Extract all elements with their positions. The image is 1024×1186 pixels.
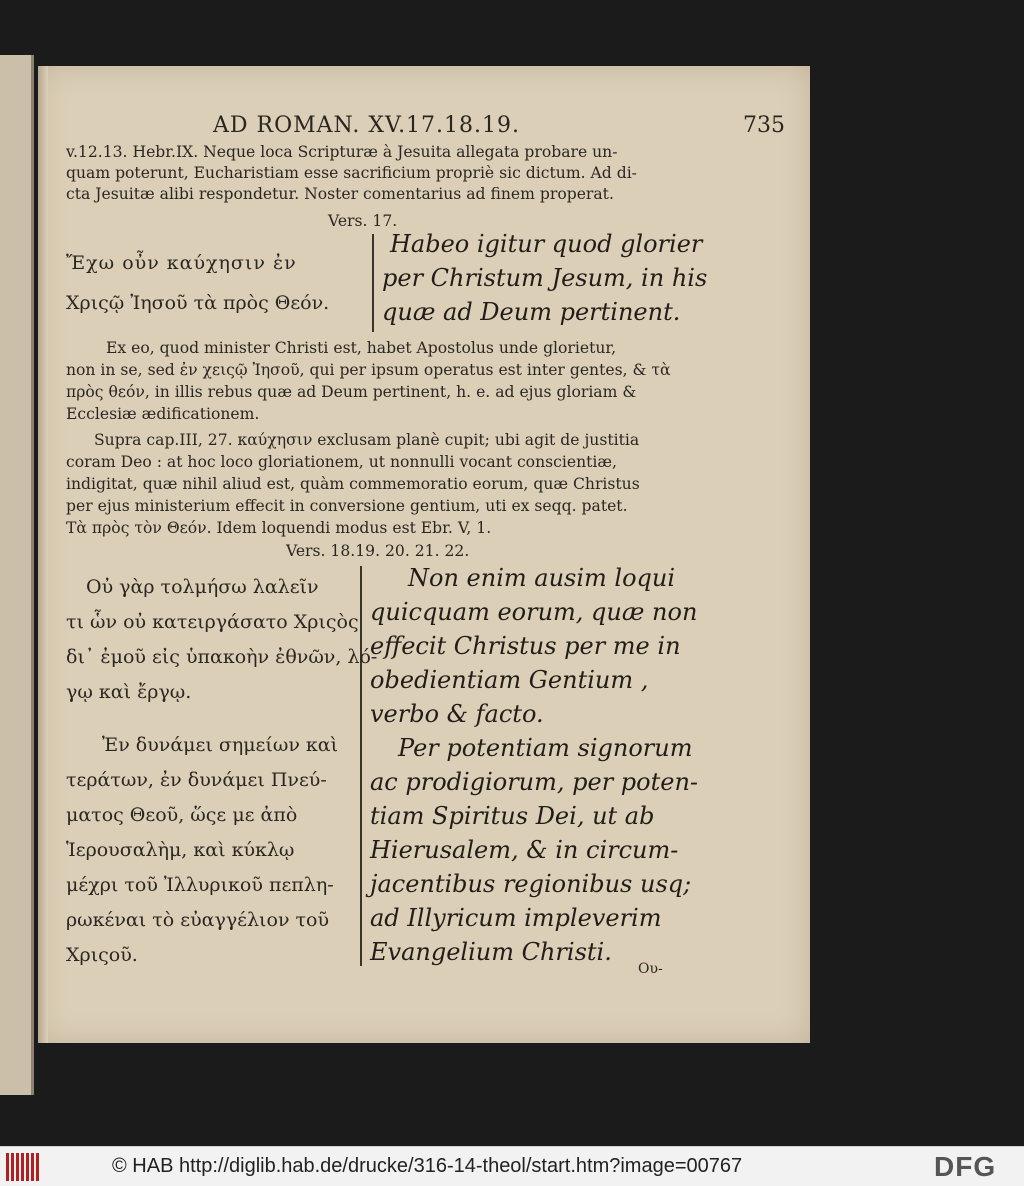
latin-line: Habeo igitur quod glorier: [390, 230, 703, 258]
greek-line: Ἱερουσαλὴμ, καὶ κύκλῳ: [66, 839, 295, 861]
greek-line: Χριςῷ Ἰησοῦ τὰ πρὸς Θεόν.: [66, 292, 330, 314]
column-divider: [372, 234, 374, 332]
greek-line: τεράτων, ἐν δυνάμει Πνεύ-: [66, 769, 327, 791]
latin-line: tiam Spiritus Dei, ut ab: [370, 802, 655, 830]
latin-line: ad Illyricum impleverim: [370, 904, 662, 932]
latin-line: Per potentiam signorum: [398, 734, 693, 762]
text-line: non in se, sed ἐν χειςῷ Ἰησοῦ, qui per ipsum operatus est inter gentes, & τὰ: [66, 361, 671, 379]
text-line: Ecclesiæ ædificationem.: [66, 405, 260, 423]
verse-17-label: Vers. 17.: [328, 212, 398, 230]
text-line: coram Deo : at hoc loco gloriationem, ut nonnulli vocant conscientiæ,: [66, 453, 617, 471]
latin-line: jacentibus regionibus usq;: [370, 870, 692, 898]
text-line: per ejus ministerium effecit in conversione gentium, uti ex seqq. patet.: [66, 497, 628, 515]
page-gutter: [38, 66, 48, 1043]
greek-line: Οὐ γὰρ τολμήσω λαλεῖν: [86, 576, 319, 598]
latin-line: quæ ad Deum pertinent.: [382, 298, 681, 326]
greek-line: τι ὧν οὐ κατειργάσατο Χριςὸς: [66, 611, 359, 633]
latin-line: ac prodigiorum, per poten-: [370, 768, 699, 796]
page-number: 735: [743, 113, 785, 138]
text-line: Ex eo, quod minister Christi est, habet Apostolus unde glorietur,: [106, 339, 617, 357]
page-header: [38, 113, 810, 143]
hab-logo-icon[interactable]: [6, 1153, 46, 1181]
greek-line: μέχρι τοῦ Ἰλλυρικοῦ πεπλη-: [66, 874, 334, 896]
text-line: Supra cap.III, 27. καύχησιν exclusam planè cupit; ubi agit de justitia: [94, 431, 640, 449]
verse-18-22-label: Vers. 18.19. 20. 21. 22.: [286, 542, 470, 560]
latin-line: verbo & facto.: [370, 700, 544, 728]
text-line: indigitat, quæ nihil aliud est, quàm commemoratio eorum, quæ Christus: [66, 475, 640, 493]
latin-line: quicquam eorum, quæ non: [370, 598, 698, 626]
greek-line: Ἐν δυνάμει σημείων καὶ: [102, 734, 339, 756]
dfg-logo[interactable]: DFG: [934, 1151, 997, 1182]
running-title: AD ROMAN. XV.17.18.19.: [213, 113, 521, 138]
latin-line: Hierusalem, & in circum-: [370, 836, 679, 864]
latin-line: obedientiam Gentium ,: [370, 666, 649, 694]
column-divider: [360, 566, 362, 966]
text-line: cta Jesuitæ alibi respondetur. Noster comentarius ad finem properat.: [66, 185, 614, 203]
catchword: Ου-: [638, 961, 663, 977]
previous-page-edge: [0, 55, 34, 1095]
text-line: quam poterunt, Eucharistiam esse sacrificium propriè sic dictum. Ad di-: [66, 164, 637, 182]
latin-line: Evangelium Christi.: [370, 938, 612, 966]
book-page: [38, 66, 810, 1043]
latin-line: effecit Christus per me in: [370, 632, 681, 660]
copyright-link[interactable]: © HAB http://diglib.hab.de/drucke/316-14-theol/start.htm?image=00767: [112, 1155, 743, 1177]
text-line: Τὰ πρὸς τὸν Θεόν. Idem loquendi modus est Ebr. V, 1.: [66, 519, 492, 537]
greek-line: γῳ καὶ ἔργῳ.: [66, 681, 192, 703]
footer-bar: [0, 1146, 1024, 1186]
greek-line: ματος Θεοῦ, ὥςε με ἀπὸ: [66, 804, 298, 826]
text-line: πρὸς θεόν, in illis rebus quæ ad Deum pertinent, h. e. ad ejus gloriam &: [66, 383, 637, 401]
greek-line: Ἔχω οὖν καύχησιν ἐν: [66, 252, 297, 274]
text-line: v.12.13. Hebr.IX. Neque loca Scripturæ à Jesuita allegata probare un-: [66, 143, 618, 161]
latin-line: per Christum Jesum, in his: [382, 264, 708, 292]
greek-line: Χριςοῦ.: [66, 944, 138, 966]
greek-line: ρωκέναι τὸ εὐαγγέλιον τοῦ: [66, 909, 330, 931]
greek-line: δι᾽ ἐμοῦ εἰς ὑπακοὴν ἐθνῶν, λό-: [66, 646, 378, 668]
latin-line: Non enim ausim loqui: [408, 564, 676, 592]
